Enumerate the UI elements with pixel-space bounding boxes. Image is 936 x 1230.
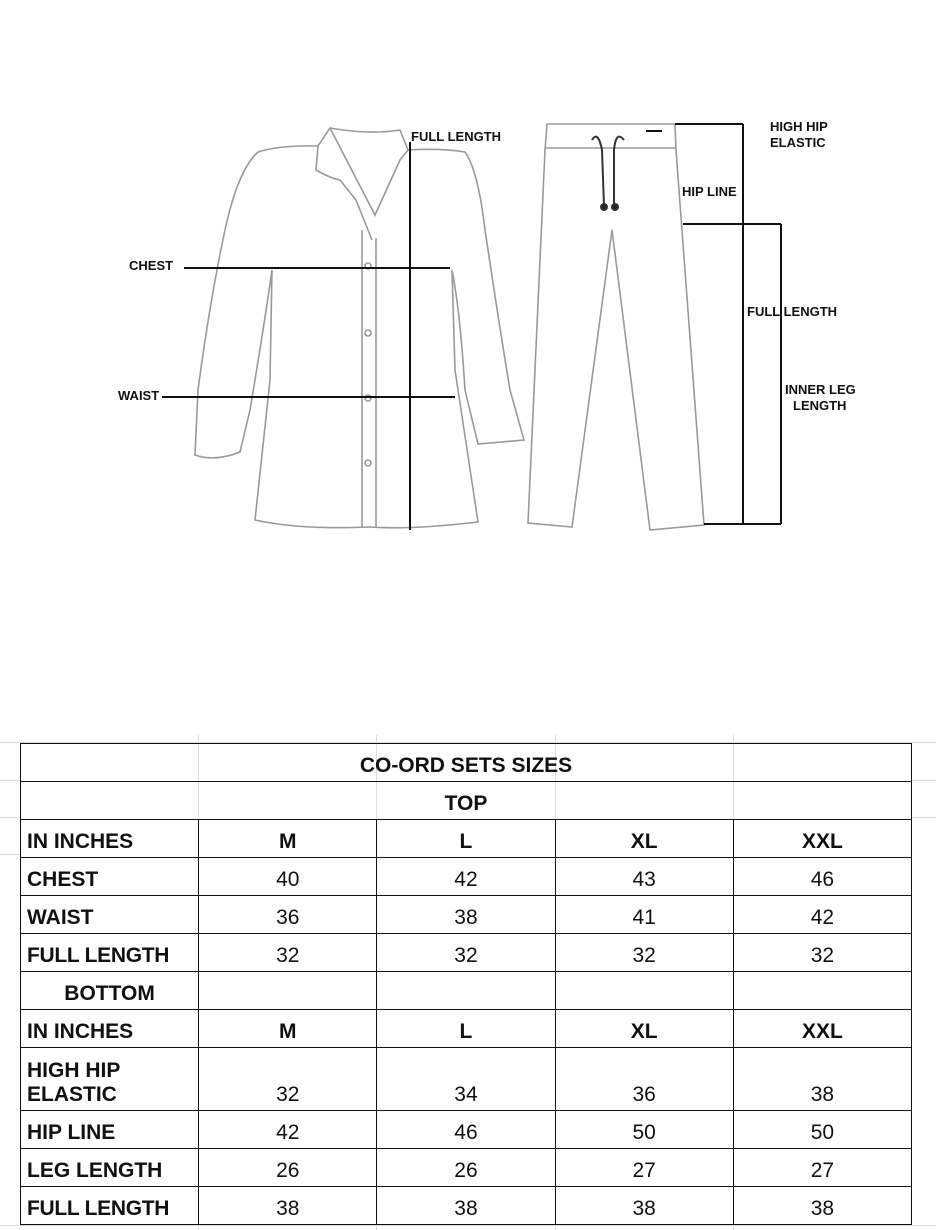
label-chest: CHEST (129, 258, 174, 273)
header-cell: M (199, 1010, 377, 1048)
header-row (21, 1010, 912, 1048)
table-row (21, 1048, 912, 1111)
label-inner-leg-2: LENGTH (793, 398, 847, 413)
label-high-hip-1: HIGH HIP (770, 119, 828, 134)
cell: 32 (199, 1048, 377, 1111)
table-row (21, 1187, 912, 1225)
size-table (20, 743, 912, 1225)
row-label: FULL LENGTH (21, 934, 199, 972)
cell: 42 (199, 1111, 377, 1149)
cell: 40 (199, 858, 377, 896)
cell: 36 (199, 896, 377, 934)
cell: 38 (555, 1187, 733, 1225)
label-hip-line: HIP LINE (682, 184, 737, 199)
row-label: CHEST (21, 858, 199, 896)
cell: 38 (733, 1187, 911, 1225)
cell: 32 (733, 934, 911, 972)
cell: 38 (733, 1048, 911, 1111)
label-inner-leg-1: INNER LEG (785, 382, 856, 397)
size-diagram (0, 0, 936, 560)
shirt-illustration (195, 128, 524, 528)
header-cell: M (199, 820, 377, 858)
row-label: WAIST (21, 896, 199, 934)
cell: 46 (377, 1111, 555, 1149)
table-row (21, 1111, 912, 1149)
header-cell: XL (555, 1010, 733, 1048)
cell: 50 (733, 1111, 911, 1149)
cell: 43 (555, 858, 733, 896)
cell: 27 (733, 1149, 911, 1187)
cell: 41 (555, 896, 733, 934)
header-cell: IN INCHES (21, 820, 199, 858)
label-bottom-full-length: FULL LENGTH (747, 304, 838, 319)
cell: 46 (733, 858, 911, 896)
row-label: LEG LENGTH (21, 1149, 199, 1187)
label-high-hip-2: ELASTIC (770, 135, 826, 150)
cell: 32 (199, 934, 377, 972)
cell: 36 (555, 1048, 733, 1111)
table-row (21, 896, 912, 934)
table-row (21, 1149, 912, 1187)
cell: 32 (377, 934, 555, 972)
row-label-line: HIGH HIP (27, 1059, 121, 1082)
cell: 26 (199, 1149, 377, 1187)
row-label: FULL LENGTH (21, 1187, 199, 1225)
pants-illustration (528, 124, 704, 530)
header-cell: XXL (733, 1010, 911, 1048)
header-cell: L (377, 820, 555, 858)
header-cell: L (377, 1010, 555, 1048)
section-top: TOP (21, 782, 912, 820)
cell: 38 (377, 896, 555, 934)
header-cell: XL (555, 820, 733, 858)
header-row (21, 820, 912, 858)
label-waist: WAIST (118, 388, 160, 403)
cell: 27 (555, 1149, 733, 1187)
cell: 38 (377, 1187, 555, 1225)
cell: 42 (733, 896, 911, 934)
row-label: HIP LINE (21, 1111, 199, 1149)
table-row (21, 934, 912, 972)
empty-cell (199, 972, 377, 1010)
header-cell: IN INCHES (21, 1010, 199, 1048)
cell: 42 (377, 858, 555, 896)
cell: 50 (555, 1111, 733, 1149)
row-label (21, 1048, 199, 1111)
empty-cell (377, 972, 555, 1010)
row-label-line: ELASTIC (27, 1083, 117, 1106)
empty-cell (733, 972, 911, 1010)
cell: 32 (555, 934, 733, 972)
table-title: CO-ORD SETS SIZES (21, 744, 912, 782)
cell: 26 (377, 1149, 555, 1187)
table-row (21, 858, 912, 896)
header-cell: XXL (733, 820, 911, 858)
cell: 38 (199, 1187, 377, 1225)
section-bottom-row (21, 972, 912, 1010)
empty-cell (555, 972, 733, 1010)
label-top-full-length: FULL LENGTH (411, 129, 502, 144)
section-bottom: BOTTOM (21, 972, 199, 1010)
cell: 34 (377, 1048, 555, 1111)
